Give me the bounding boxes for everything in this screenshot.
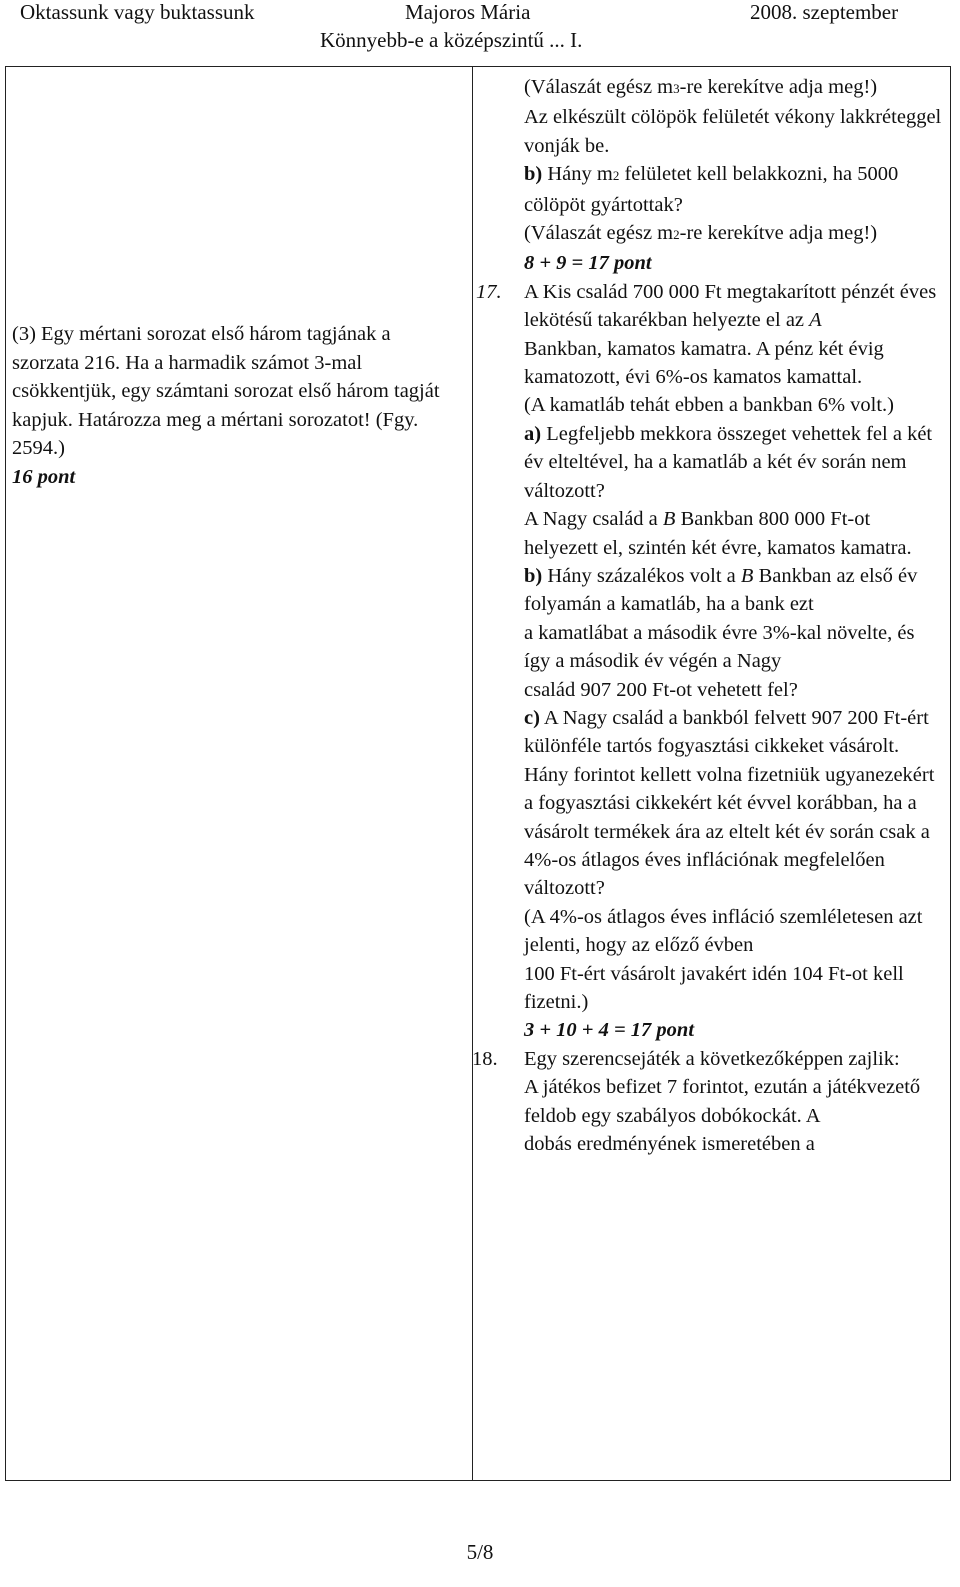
task-17b-cont-1: a kamatlábat a második évre 3%-kal növelte, és így a második év végén a Nagy	[524, 621, 915, 673]
task-18	[472, 1045, 944, 1159]
right-column	[472, 73, 944, 1158]
task-3-text: (3) Egy mértani sorozat első három tagjának a szorzata 216. Ha a harmadik számot 3-mal csökkentjük, egy számtani sorozat első három tagját kapjuk. Határozza meg a mértani sorozatot! (Fgy. 2594.)	[12, 323, 440, 459]
task-17-bank-b: A Nagy család a B Bankban 800 000 Ft-ot helyezett el, szintén két évre, kamatos kamatra.	[524, 508, 912, 559]
task-18-number: 18.	[472, 1047, 498, 1070]
continued-text: Az elkészült cölöpök felületét vékony lakkréteggel vonják be.	[524, 106, 942, 157]
task-17	[476, 278, 944, 1045]
task-18-intro: Egy szerencsejáték a következőképpen zajlik:	[524, 1047, 900, 1070]
header-subtitle: Könnyebb-e a középszintű ... I.	[320, 28, 583, 52]
header-series-title: Oktassunk vagy buktassunk	[20, 0, 255, 24]
task-17a: a) Legfeljebb mekkora összeget vehettek fel a két év elteltével, ha a kamatláb a két év során nem változott?	[524, 422, 933, 502]
task-18-text-2: dobás eredményének ismeretében a	[524, 1133, 815, 1156]
table-column-divider	[472, 66, 473, 1481]
task-17-intro: A Kis család 700 000 Ft megtakarított pénzét éves lekötésű takarékban helyezte el az A	[524, 280, 937, 332]
task-17-inflation-note-2: 100 Ft-ért vásárolt javakért idén 104 Ft-ot kell fizetni.)	[524, 962, 904, 1013]
task-16-points: 8 + 9 = 17 pont	[524, 252, 652, 275]
page-number: 5/8	[466, 1540, 494, 1564]
task-17b: b) Hány százalékos volt a B Bankban az első év folyamán a kamatláb, ha a bank ezt	[524, 564, 918, 616]
header-author: Majoros Mária	[405, 0, 531, 24]
task-17c: c) A Nagy család a bankból felvett 907 200 Ft-ért különféle tartós fogyasztási cikkeket vásárolt. Hány forintot kellett volna fizetniük ugyanezekért a fogyasztási cikkekért két évvel korábban, ha a vásárolt termékek ára az eltelt két év során csak a 4%-os átlagos éves inflációnak megfelelően változott?	[524, 706, 935, 900]
header-date: 2008. szeptember	[750, 0, 899, 24]
task-3-points: 16 pont	[12, 465, 76, 488]
task-17-rate-note: (A kamatláb tehát ebben a bankban 6% volt.)	[524, 394, 895, 417]
task-17-bank-a: Bankban, kamatos kamatra. A pénz két évig kamatozott, évi 6%-os kamatos kamattal.	[524, 337, 884, 389]
task-17-inflation-note: (A 4%-os átlagos éves infláció szemléletesen azt jelenti, hogy az előző évben	[524, 905, 923, 957]
continued-instruction-2: (Válaszát egész m2-re kerekítve adja meg!)	[524, 222, 878, 245]
task-17-points: 3 + 10 + 4 = 17 pont	[524, 1019, 695, 1042]
task-18-text-1: A játékos befizet 7 forintot, ezután a játékvezető feldob egy szabályos dobókockát. A	[524, 1076, 921, 1127]
question-16b: b) Hány m2 felületet kell belakkozni, ha 5000 cölöpöt gyártottak?	[524, 163, 899, 216]
task-17-number: 17.	[476, 280, 502, 303]
continued-instruction-1: (Válaszát egész m3-re kerekítve adja meg!)	[524, 76, 878, 98]
task-17b-cont-2: család 907 200 Ft-ot vehetett fel?	[524, 678, 798, 701]
left-column	[12, 320, 462, 491]
